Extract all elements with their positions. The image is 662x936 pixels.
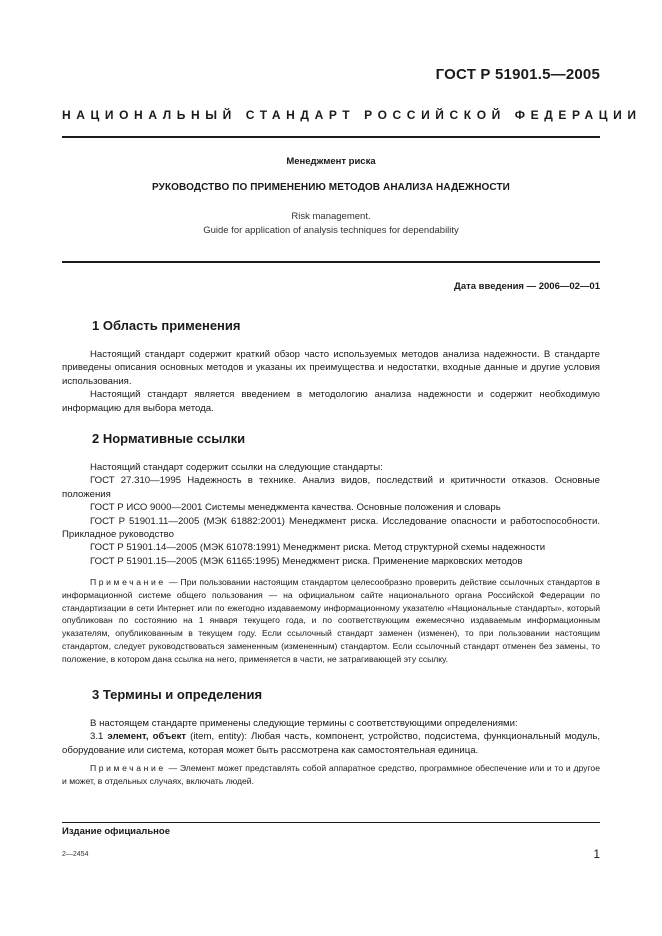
subtitle-ru: Менеджмент риска bbox=[286, 156, 376, 167]
reference-item: ГОСТ Р 51901.11—2005 (МЭК 61882:2001) Менеджмент риска. Исследование опасности и работоспособности. Прикладное руководство bbox=[62, 515, 600, 541]
edition-label: Издание официальное bbox=[62, 826, 170, 837]
section-3-heading: 3 Термины и определения bbox=[92, 687, 263, 702]
section-1-paragraph: Настоящий стандарт содержит краткий обзор часто используемых методов анализа надежности. В стандарте приведены описания основных методов и указаны их преимущества и недостатки, входные данные и другие условия использования. bbox=[62, 349, 600, 387]
section-1-body bbox=[62, 348, 600, 415]
section-2-heading-wrap bbox=[92, 431, 245, 446]
note-label: Примечание bbox=[90, 763, 166, 773]
intro-date: Дата введения — 2006—02—01 bbox=[454, 281, 600, 292]
reference-item: ГОСТ Р 51901.14—2005 (МЭК 61078:1991) Менеджмент риска. Метод структурной схемы надежности bbox=[90, 542, 546, 554]
print-code: 2—2454 bbox=[62, 851, 89, 858]
note-text: — Элемент может представлять собой аппаратное средство, программное обеспечение или и то и другое и может, в отдельных случаях, включать людей. bbox=[62, 763, 600, 786]
title-ru: РУКОВОДСТВО ПО ПРИМЕНЕНИЮ МЕТОДОВ АНАЛИЗА НАДЕЖНОСТИ bbox=[152, 182, 510, 193]
section-1-paragraph: Настоящий стандарт является введением в методологию анализа надежности и содержит необходимую информацию для выбора метода. bbox=[62, 389, 600, 414]
section-3-heading-wrap bbox=[92, 687, 262, 702]
top-divider bbox=[62, 136, 600, 138]
term-def: (item, entity): Любая часть, компонент, устройство, подсистема, функциональный модуль, оборудование или система, которая может быть рассмотрена как самостоятельная единица. bbox=[62, 731, 600, 756]
section-1-heading: 1 Область применения bbox=[92, 318, 241, 333]
footer-divider bbox=[62, 822, 600, 823]
note-text: — При пользовании настоящим стандартом целесообразно проверить действие ссылочных стандартов в информационной системе общего пользования — на официальном сайте национального органа Российской Федерации по стандартизации в сети Интернет или по ежегодно издаваемому информационному указателю «Национальные стандарты», который опубликован по состоянию на 1 января текущего года, и по соответствующим ежемесячно издаваемым информационным указателям, опубликованным в текущем году. Если ссылочный стандарт заменен (изменен), то при пользовании настоящим стандартом, следует руководствоваться замененным (измененным) стандартом. Если ссылочный стандарт отменен без замены, то положение, в котором дана ссылка на него, применяется в части, не затрагивающей эту ссылку. bbox=[62, 577, 600, 664]
section-3-body bbox=[62, 717, 600, 757]
term-definition bbox=[62, 730, 600, 757]
reference-item: ГОСТ 27.310—1995 Надежность в технике. Анализ видов, последствий и критичности отказов. Основные положения bbox=[62, 475, 600, 500]
page-number: 1 bbox=[593, 847, 600, 861]
note-label: Примечание bbox=[90, 577, 166, 587]
subtitle-en: Risk management. bbox=[291, 211, 371, 222]
national-standard-banner: НАЦИОНАЛЬНЫЙ СТАНДАРТ РОССИЙСКОЙ ФЕДЕРАЦИИ bbox=[62, 108, 642, 122]
title-en: Guide for application of analysis techniques for dependability bbox=[203, 225, 459, 236]
section-2-body bbox=[62, 461, 600, 568]
section-3-note bbox=[62, 762, 600, 788]
section-2-note bbox=[62, 576, 600, 666]
title-en-block bbox=[62, 210, 600, 238]
section-2-intro: Настоящий стандарт содержит ссылки на следующие стандарты: bbox=[90, 462, 383, 473]
reference-item: ГОСТ Р 51901.15—2005 (МЭК 61165:1995) Менеджмент риска. Применение марковских методов bbox=[90, 555, 523, 567]
reference-item: ГОСТ Р ИСО 9000—2001 Системы менеджмента качества. Основные положения и словарь bbox=[90, 502, 501, 514]
term-number: 3.1 bbox=[90, 731, 108, 743]
term: элемент, объект bbox=[107, 731, 187, 743]
section-2-heading: 2 Нормативные ссылки bbox=[92, 431, 246, 446]
section-3-intro: В настоящем стандарте применены следующие термины с соответствующими определениями: bbox=[90, 718, 518, 729]
section-1-heading-wrap bbox=[92, 318, 241, 333]
document-number: ГОСТ Р 51901.5—2005 bbox=[435, 66, 600, 83]
title-divider bbox=[62, 261, 600, 263]
